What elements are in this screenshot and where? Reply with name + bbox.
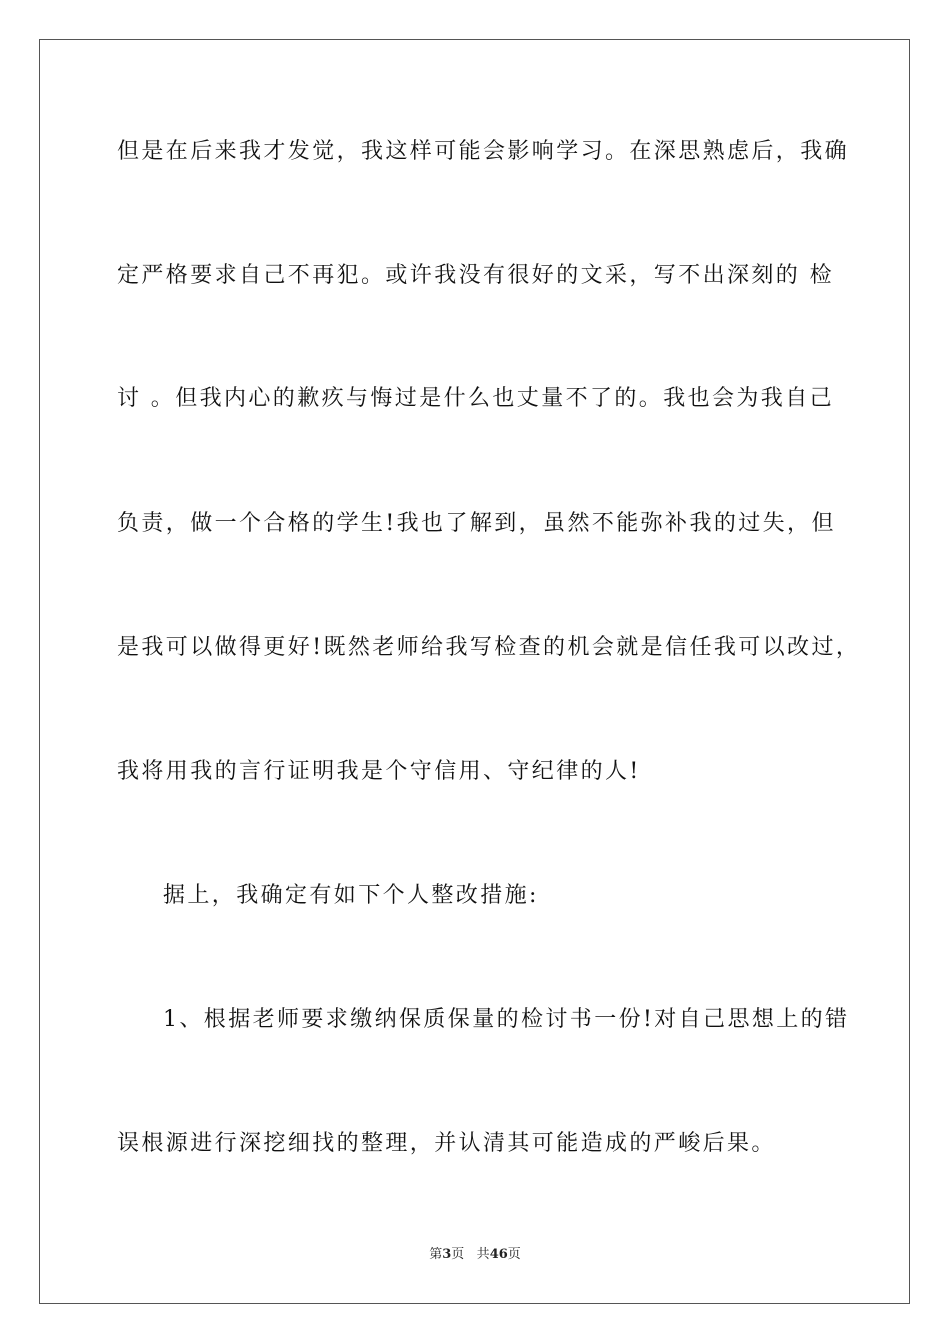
total-pages: 46	[489, 1247, 508, 1262]
page-number: 3	[442, 1247, 452, 1262]
page-footer	[0, 1246, 950, 1264]
total-suffix: 页	[507, 1247, 521, 1262]
text-line: 但是在后来我才发觉，我这样可能会影响学习。在深思熟虑后，我确	[117, 139, 850, 164]
text-line: 误根源进行深挖细找的整理，并认清其可能造成的严峻后果。	[117, 1131, 776, 1156]
text-line: 是我可以做得更好!既然老师给我写检查的机会就是信任我可以改过，	[117, 635, 861, 660]
page-border	[39, 39, 910, 1304]
paragraph-first-line: 1、根据老师要求缴纳保质保量的检讨书一份!对自己思想上的错	[163, 1007, 850, 1032]
page-suffix: 页	[451, 1247, 465, 1262]
total-prefix: 共	[476, 1247, 490, 1262]
text-line: 讨 。但我内心的歉疚与悔过是什么也丈量不了的。我也会为我自己	[117, 386, 834, 411]
text-line: 定严格要求自己不再犯。或许我没有很好的文采，写不出深刻的 检	[117, 263, 834, 288]
page-prefix: 第	[429, 1247, 443, 1262]
paragraph-first-line: 据上，我确定有如下个人整改措施:	[163, 883, 539, 908]
text-line: 我将用我的言行证明我是个守信用、守纪律的人!	[117, 759, 641, 784]
text-line: 负责，做一个合格的学生!我也了解到，虽然不能弥补我的过失，但	[117, 511, 836, 536]
